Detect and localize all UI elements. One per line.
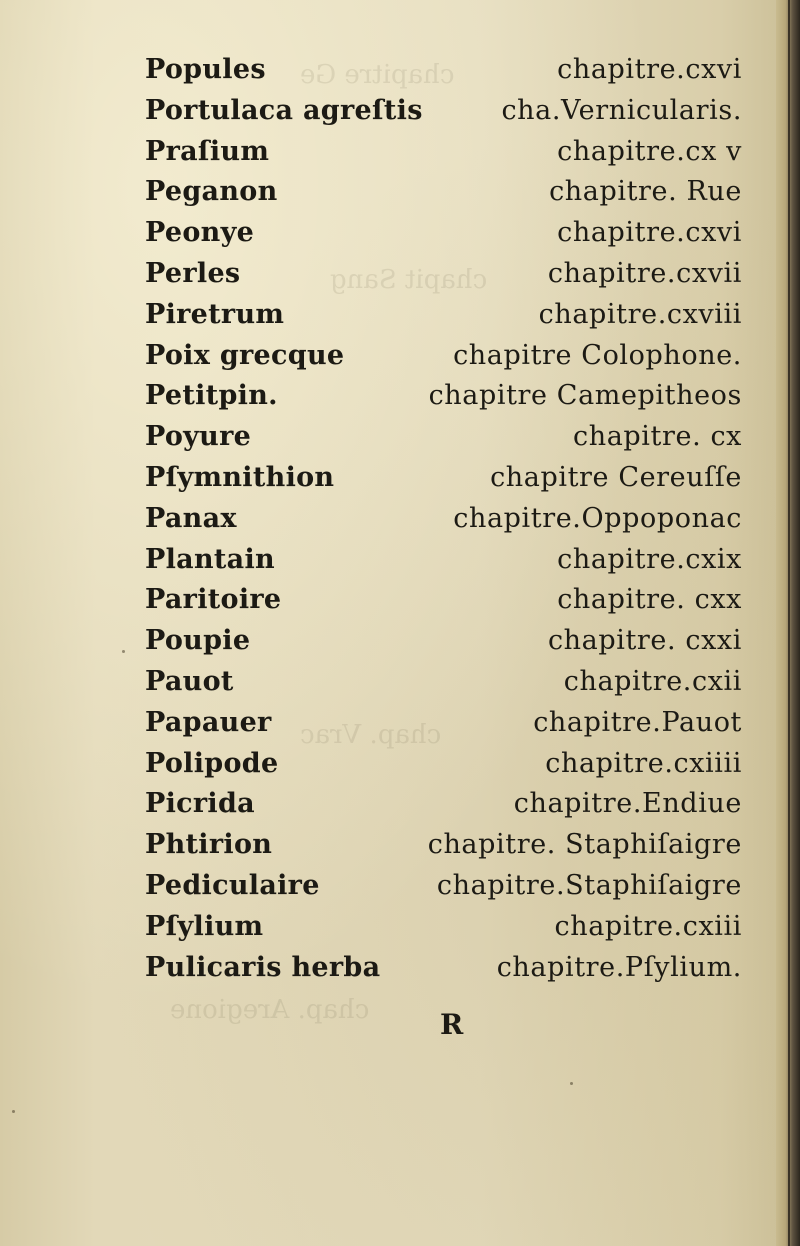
index-entry: [0, 458, 800, 499]
index-entry: [0, 866, 800, 907]
index-entry: [0, 540, 800, 581]
show-through-text: chapitre Ge: [300, 60, 455, 90]
entry-reference: cha.Vernicularis.: [501, 94, 742, 126]
index-entry: [0, 948, 800, 989]
entry-reference: chapitre Colophone.: [453, 339, 742, 371]
index-entry: [0, 376, 800, 417]
show-through-text: chapit Sang: [330, 265, 488, 295]
entry-reference: chapitre.cxiiii: [545, 747, 742, 779]
entry-reference: chapitre.cxvii: [547, 257, 742, 289]
index-entry: [0, 132, 800, 173]
entry-reference: chapitre.Oppoponac: [453, 502, 742, 534]
entry-term: Pulicaris herba: [145, 951, 381, 983]
index-entry: [0, 172, 800, 213]
index-entry: [0, 417, 800, 458]
entry-term: Peganon: [145, 176, 278, 208]
entry-term: Phtirion: [145, 829, 273, 861]
entry-term: Pſylium: [145, 910, 264, 942]
entry-term: Plantain: [145, 543, 275, 575]
entry-term: Poix grecque: [145, 339, 345, 371]
entry-term: Peonye: [145, 217, 255, 249]
entry-term: Perles: [145, 257, 241, 289]
entry-reference: chapitre Camepitheos: [428, 380, 742, 412]
index-entry: [0, 91, 800, 132]
entry-term: Petitpin.: [145, 380, 278, 412]
entry-term: Poyure: [145, 421, 252, 453]
entry-reference: chapitre. cxx: [557, 584, 742, 616]
index-entry: [0, 744, 800, 785]
entry-reference: chapitre.cxvi: [557, 217, 742, 249]
index-entry: [0, 621, 800, 662]
entry-term: Piretrum: [145, 298, 285, 330]
index-entry: [0, 254, 800, 295]
index-entry: [0, 907, 800, 948]
index-entry: [0, 662, 800, 703]
entry-reference: chapitre.Staphiſaigre: [436, 869, 742, 901]
index-entry: [0, 703, 800, 744]
entry-term: Picrida: [145, 788, 255, 820]
entry-reference: chapitre Cereuſſe: [490, 461, 742, 493]
show-through-text: chap. Vrac: [300, 720, 442, 750]
entry-term: Pediculaire: [145, 869, 320, 901]
show-through-text: chap. Aregione: [170, 995, 370, 1025]
index-entry: [0, 499, 800, 540]
entry-reference: chapitre.Pſylium.: [496, 951, 742, 983]
entry-term: Panax: [145, 502, 237, 534]
binding-edge: [788, 0, 790, 1246]
entry-reference: chapitre.cxviii: [538, 298, 742, 330]
entry-reference: chapitre.cxiii: [554, 910, 742, 942]
entry-reference: chapitre.cxix: [557, 543, 742, 575]
index-entry: [0, 213, 800, 254]
index-entry: [0, 825, 800, 866]
index-list: [0, 50, 800, 988]
entry-reference: chapitre.Pauot: [533, 706, 742, 738]
entry-reference: chapitre.cxii: [563, 665, 742, 697]
entry-reference: chapitre.Endiue: [513, 788, 742, 820]
entry-reference: chapitre. cx: [573, 421, 742, 453]
signature-mark: R: [440, 1008, 464, 1041]
entry-reference: chapitre. Staphiſaigre: [427, 829, 742, 861]
index-entry: [0, 295, 800, 336]
index-entry: [0, 336, 800, 377]
entry-term: Pſymnithion: [145, 461, 335, 493]
entry-term: Papauer: [145, 706, 272, 738]
entry-term: Paritoire: [145, 584, 282, 616]
ink-speck: [570, 1082, 573, 1085]
entry-term: Praſium: [145, 135, 270, 167]
entry-reference: chapitre. cxxi: [547, 625, 742, 657]
ink-speck: [12, 1110, 15, 1113]
entry-reference: chapitre.cxvi: [557, 54, 742, 85]
entry-term: Popules: [145, 54, 266, 85]
entry-reference: chapitre.cx v: [557, 135, 742, 167]
entry-term: Portulaca agreſtis: [145, 94, 423, 126]
index-entry: [0, 580, 800, 621]
entry-term: Poupie: [145, 625, 251, 657]
entry-term: Polipode: [145, 747, 279, 779]
ink-speck: [122, 650, 125, 653]
entry-term: Pauot: [145, 665, 234, 697]
index-entry: [0, 784, 800, 825]
index-entry: [0, 50, 800, 91]
entry-reference: chapitre. Rue: [549, 176, 742, 208]
